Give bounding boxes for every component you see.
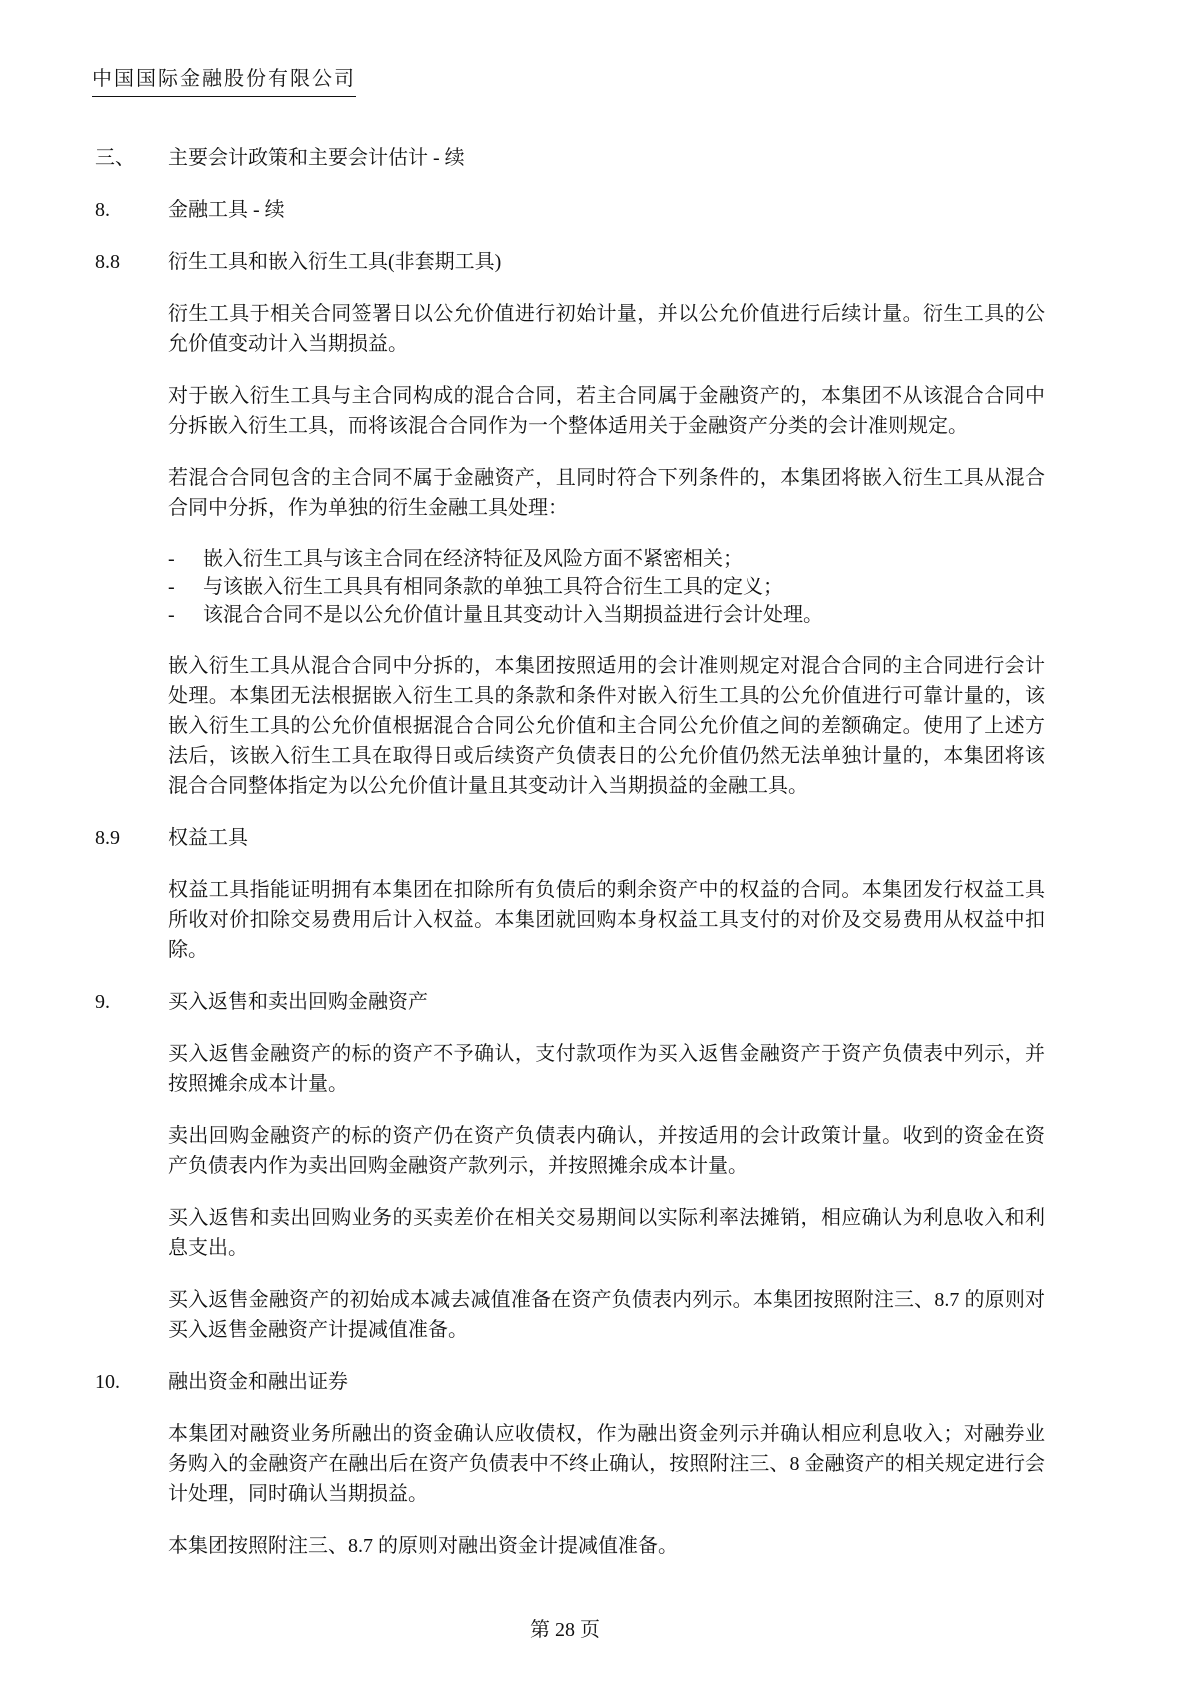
bullet-dash: -	[168, 576, 175, 598]
section-heading-8	[95, 195, 1045, 247]
section-9	[95, 987, 1045, 1367]
company-name: 中国国际金融股份有限公司	[92, 66, 356, 97]
bullet-dash: -	[168, 548, 175, 570]
bullet-dash: -	[168, 604, 175, 626]
paragraph: 卖出回购金融资产的标的资产仍在资产负债表内确认，并按适用的会计政策计量。收到的资金在资产负债表内作为卖出回购金融资产款列示，并按照摊余成本计量。	[168, 1125, 1045, 1177]
section-number: 9.	[95, 991, 110, 1013]
section-title: 金融工具 - 续	[168, 199, 285, 221]
section-title: 衍生工具和嵌入衍生工具(非套期工具)	[168, 251, 502, 273]
section-title: 权益工具	[168, 827, 248, 849]
bullet-list	[168, 545, 1045, 629]
section-title: 主要会计政策和主要会计估计 - 续	[168, 147, 465, 169]
paragraph: 对于嵌入衍生工具与主合同构成的混合合同，若主合同属于金融资产的，本集团不从该混合合同中分拆嵌入衍生工具，而将该混合合同作为一个整体适用关于金融资产分类的会计准则规定。	[168, 385, 1045, 437]
paragraph: 嵌入衍生工具从混合合同中分拆的，本集团按照适用的会计准则规定对混合合同的主合同进行会计处理。本集团无法根据嵌入衍生工具的条款和条件对嵌入衍生工具的公允价值进行可靠计量的，该嵌入衍生工具的公允价值根据混合合同公允价值和主合同公允价值之间的差额确定。使用了上述方法后，该嵌入衍生工具在取得日或后续资产负债表日的公允价值仍然无法单独计量的，本集团将该混合合同整体指定为以公允价值计量且其变动计入当期损益的金融工具。	[168, 655, 1045, 797]
bullet-text: 该混合合同不是以公允价值计量且其变动计入当期损益进行会计处理。	[203, 604, 823, 626]
section-number: 8.	[95, 199, 110, 221]
section-number: 8.9	[95, 827, 120, 849]
bullet-item	[168, 573, 1045, 601]
section-number: 8.8	[95, 251, 120, 273]
paragraph: 买入返售和卖出回购业务的买卖差价在相关交易期间以实际利率法摊销，相应确认为利息收入和利息支出。	[168, 1207, 1045, 1259]
section-heading-3	[95, 143, 1045, 195]
bullet-item	[168, 545, 1045, 573]
section-8-9	[95, 823, 1045, 987]
section-title: 买入返售和卖出回购金融资产	[168, 991, 428, 1013]
section-number: 10.	[95, 1371, 120, 1393]
paragraph: 权益工具指能证明拥有本集团在扣除所有负债后的剩余资产中的权益的合同。本集团发行权益工具所收对价扣除交易费用后计入权益。本集团就回购本身权益工具支付的对价及交易费用从权益中扣除。	[168, 879, 1045, 961]
paragraph: 本集团对融资业务所融出的资金确认应收债权，作为融出资金列示并确认相应利息收入；对融券业务购入的金融资产在融出后在资产负债表中不终止确认，按照附注三、8 金融资产的相关规定进行会计处理，同时确认当期损益。	[168, 1423, 1045, 1505]
section-title: 融出资金和融出证券	[168, 1371, 348, 1393]
paragraph: 衍生工具于相关合同签署日以公允价值进行初始计量，并以公允价值进行后续计量。衍生工具的公允价值变动计入当期损益。	[168, 303, 1045, 355]
bullet-text: 与该嵌入衍生工具具有相同条款的单独工具符合衍生工具的定义；	[203, 576, 783, 598]
paragraph: 买入返售金融资产的标的资产不予确认，支付款项作为买入返售金融资产于资产负债表中列示，并按照摊余成本计量。	[168, 1043, 1045, 1095]
section-number: 三、	[95, 147, 135, 169]
bullet-item	[168, 601, 1045, 629]
page-number: 第 28 页	[530, 1619, 600, 1641]
section-10	[95, 1367, 1045, 1583]
section-8-8	[95, 247, 1045, 823]
paragraph: 若混合合同包含的主合同不属于金融资产，且同时符合下列条件的，本集团将嵌入衍生工具从混合合同中分拆，作为单独的衍生金融工具处理：	[168, 467, 1045, 519]
bullet-text: 嵌入衍生工具与该主合同在经济特征及风险方面不紧密相关；	[203, 548, 743, 570]
paragraph: 本集团按照附注三、8.7 的原则对融出资金计提减值准备。	[168, 1535, 678, 1557]
paragraph: 买入返售金融资产的初始成本减去减值准备在资产负债表内列示。本集团按照附注三、8.7 的原则对买入返售金融资产计提减值准备。	[168, 1289, 1045, 1341]
